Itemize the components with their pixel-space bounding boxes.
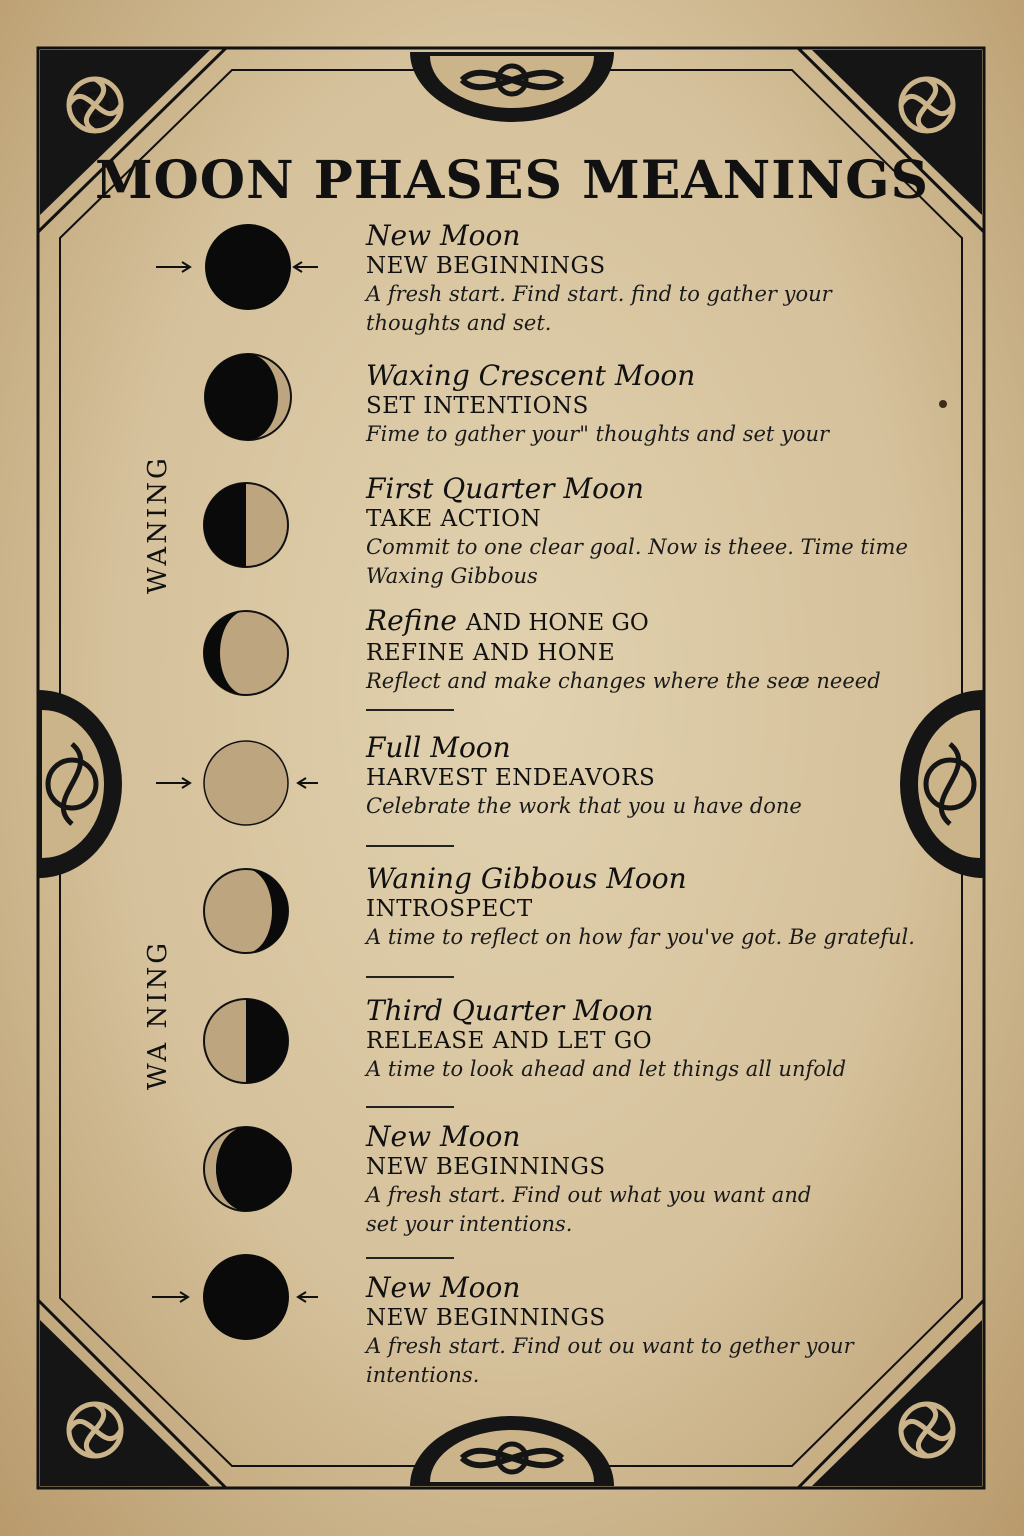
phase-description: set your intentions. xyxy=(366,1212,573,1236)
phase-description: thoughts and set. xyxy=(366,311,552,335)
phase-full-moon xyxy=(366,732,966,821)
divider xyxy=(366,1257,454,1259)
phase-waning-gibbous xyxy=(366,863,966,952)
divider xyxy=(366,845,454,847)
phase-name: New Moon xyxy=(366,1120,521,1153)
phase-keyword: HARVEST ENDEAVORS xyxy=(366,765,656,791)
phase-waxing-crescent xyxy=(366,360,966,449)
phase-keyword: NEW BEGINNINGS xyxy=(366,1305,606,1331)
page-title: MOON PHASES MEANINGS xyxy=(94,150,930,211)
phase-new-moon-final xyxy=(366,1272,966,1390)
phase-description: intentions. xyxy=(366,1363,480,1387)
phase-name: New Moon xyxy=(366,219,521,252)
phase-description: Celebrate the work that you u have done xyxy=(366,794,802,818)
waning-gibbous-icon xyxy=(150,866,320,956)
phase-description: Waxing Gibbous xyxy=(366,564,538,588)
third-quarter-icon xyxy=(150,996,320,1086)
phase-name-extra: AND HONE GO xyxy=(465,610,649,636)
first-quarter-icon xyxy=(150,480,320,570)
left-medallion xyxy=(38,690,122,878)
phase-name: New Moon xyxy=(366,1271,521,1304)
top-medallion xyxy=(410,52,614,122)
corner-knot-bottom-left xyxy=(40,1320,210,1486)
phase-description: Fime to gather your" thoughts and set your xyxy=(366,422,830,446)
phase-name-main: Refine xyxy=(366,604,457,637)
phase-description: A fresh start. Find out what you want and xyxy=(366,1183,812,1207)
phase-name: Waning Gibbous Moon xyxy=(366,862,687,895)
waning-crescent-icon xyxy=(150,1124,320,1214)
phase-keyword: RELEASE AND LET GO xyxy=(366,1028,653,1054)
phase-waning-crescent xyxy=(366,1121,966,1239)
phase-keyword: NEW BEGINNINGS xyxy=(366,1154,606,1180)
phase-description: Reflect and make changes where the seæ neeed xyxy=(366,669,881,693)
phase-name: First Quarter Moon xyxy=(366,472,644,505)
new-moon-icon xyxy=(148,1252,320,1342)
side-label-upper: WANING xyxy=(143,455,173,594)
phase-waxing-gibbous xyxy=(366,605,966,696)
phase-keyword: INTROSPECT xyxy=(366,896,533,922)
divider xyxy=(366,709,454,711)
phase-name: Third Quarter Moon xyxy=(366,994,654,1027)
new-moon-icon xyxy=(150,222,320,312)
full-moon-icon xyxy=(150,738,320,828)
side-label-lower: WA NING xyxy=(143,939,173,1090)
phase-name: Full Moon xyxy=(366,731,511,764)
phase-keyword: NEW BEGINNINGS xyxy=(366,253,606,279)
phase-description: A time to look ahead and let things all unfold xyxy=(366,1057,847,1081)
phase-description: A fresh start. Find out ou want to gether your xyxy=(366,1334,854,1358)
phase-description: Commit to one clear goal. Now is theee. Time time xyxy=(366,535,908,559)
phase-first-quarter xyxy=(366,473,966,591)
phase-description: A time to reflect on how far you've got. Be grateful. xyxy=(366,925,915,949)
phase-keyword: REFINE AND HONE xyxy=(366,640,616,666)
waxing-gibbous-icon xyxy=(150,608,320,698)
bottom-medallion xyxy=(410,1416,614,1486)
phase-name: Waxing Crescent Moon xyxy=(366,359,696,392)
waxing-crescent-icon xyxy=(150,352,320,442)
phase-name xyxy=(366,605,966,639)
phase-keyword: SET INTENTIONS xyxy=(366,393,589,419)
phase-keyword: TAKE ACTION xyxy=(366,506,542,532)
phase-new-moon xyxy=(366,220,966,338)
divider xyxy=(366,976,454,978)
phase-description: A fresh start. Find start. find to gather your xyxy=(366,282,832,306)
phase-third-quarter xyxy=(366,995,966,1084)
divider xyxy=(366,1106,454,1108)
